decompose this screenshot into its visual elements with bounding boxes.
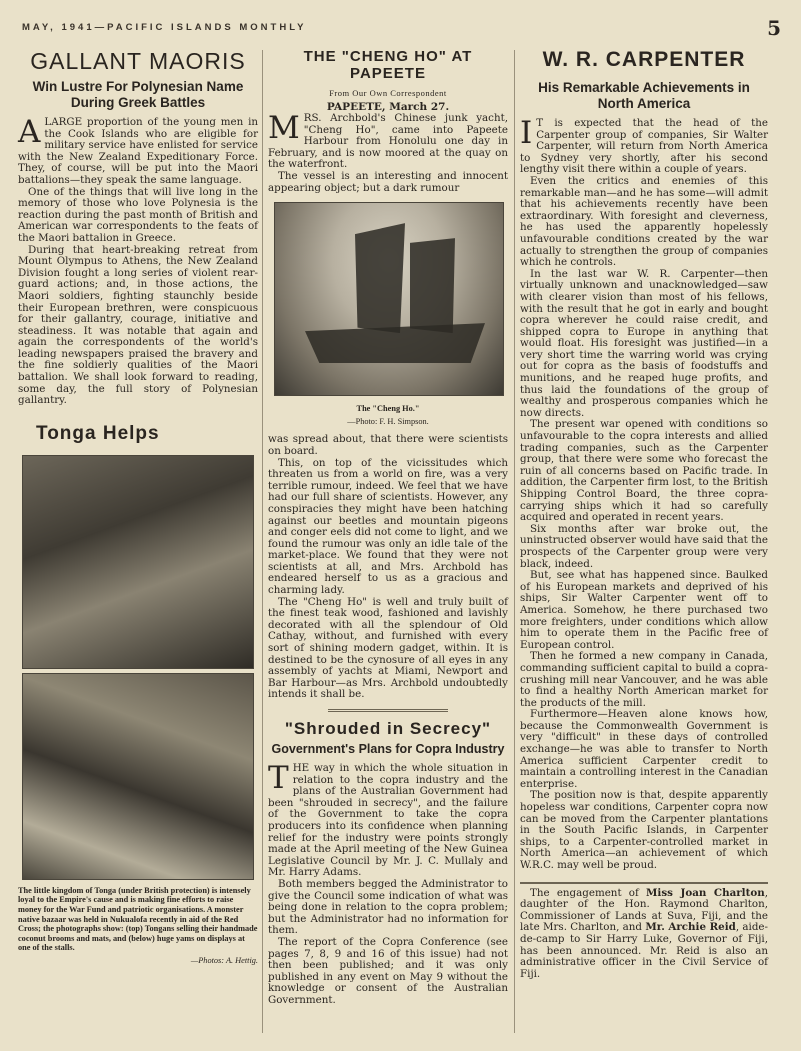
notice-text: , aide-de-camp to Sir Harry Luke, Governor of Fiji, has been announced. Mr. Reid is also an administrative officer in the Civil Service of Fiji. xyxy=(520,921,768,980)
column-right xyxy=(520,48,768,980)
section-divider xyxy=(328,709,448,712)
column-rule xyxy=(262,50,263,1033)
cheng-ho-photo-credit: —Photo: F. H. Simpson. xyxy=(347,416,429,426)
paragraph: Both members begged the Administrator to give the Council some indication of what was being done in relation to the copra problem; but the Administrator had no information for them. xyxy=(268,877,508,937)
article-cheng-ho-body xyxy=(268,110,508,194)
page-number: 5 xyxy=(767,16,781,40)
cheng-ho-photo-caption: The "Cheng Ho." xyxy=(356,404,420,414)
paragraph: Even the critics and enemies of this remarkable man—and he has some—will admit that his achievements recently have been extraordinary. With foresight and cleverness, he has used the apparently hopelessly unfavourable conditions created by the war actually to strengthen the group of companies which he controls. xyxy=(520,174,768,269)
headline-w-r-carpenter: W. R. CARPENTER xyxy=(542,48,746,71)
paragraph: The position now is that, despite apparently hopeless war conditions, Carpenter copra now can be moved from the Carpenter plantations in the South Pacific Islands, in Carpenter ships, to a Carpenter-controlled market in North America—an achievement of which W.R.C. may well be proud. xyxy=(520,789,768,871)
paragraph: The "Cheng Ho" is well and truly built of the finest teak wood, fashioned and lavishly decorated with all the splendour of Old Cathay, without, and furnished with every sort of shining modern gadget, within. It is destined to be the cynosure of all eyes in any assembly of yachts at Miami, Newport and Bar Harbour—as Mrs. Archbold undoubtedly intends it shall be. xyxy=(268,595,508,701)
person-name: Mr. Archie Reid xyxy=(645,921,736,934)
tonga-photo-caption: The little kingdom of Tonga (under British protection) is intensely loyal to the Empire's cause and is making fine efforts to raise money for the War Fund and patriotic organisations. A monster native bazaar was held in Nukualofa recently in aid of the Red Cross; the photographs show: (top) Tongans selling their handmade coconut brooms and mats, and (below) huge yams on displays at one of the stalls. xyxy=(18,885,258,953)
dateline: PAPEETE, March 27. xyxy=(326,101,450,113)
paragraph: was spread about, that there were scientists on board. xyxy=(268,433,508,457)
column-rule xyxy=(514,50,515,1033)
dropcap: T xyxy=(268,760,289,796)
headline-tonga-helps: Tonga Helps xyxy=(36,422,160,444)
paragraph: Furthermore—Heaven alone knows how, because the Commonwealth Government is very "difficult" in these days of controlled exchange—he was able to transfer to North America sufficient Carpenter credit to maintain a controlling interest in the Canadian enterprise. xyxy=(520,708,768,790)
paragraph: T is expected that the head of the Carpenter group of companies, Sir Walter Carpenter, will return from North America to Sydney very shortly, after his second lengthy visit there within a couple of years. xyxy=(520,117,768,176)
paragraph: During that heart-breaking retreat from Mount Olympus to Athens, the New Zealand Division fought a long series of violent rear-guard actions; and, in those actions, the Maori soldiers, fighting staunchly beside their European brethren, were conspicuous for their gallantry, courage, initiative and steadiness. It was notable that again and again the correspondents of the world's leading newspapers praised the bravery and the fine soldierly qualities of the Maori battalion. We shall look forward to reading, some day, the full story of Polynesian gallantry. xyxy=(18,243,258,407)
article-secrecy-body xyxy=(268,760,508,1006)
byline: From Our Own Correspondent xyxy=(329,88,447,98)
junk-hull xyxy=(305,323,485,363)
article-maoris-body xyxy=(18,114,258,407)
photo-cheng-ho-junk xyxy=(274,202,504,396)
column-middle xyxy=(268,48,508,1006)
running-head: MAY, 1941—PACIFIC ISLANDS MONTHLY xyxy=(22,22,307,33)
notice-text: , daughter of the Hon. Raymond Charlton, Commissioner of Lands at Suva, Fiji, and the late Mrs. Charlton, and xyxy=(520,886,768,934)
column-left xyxy=(18,48,258,966)
paragraph: The report of the Copra Conference (see pages 7, 8, 9 and 16 of this issue) had not then been published; and it was only published in any event on May 9 without the knowledge or consent of the Australian Government. xyxy=(268,935,508,1006)
paragraph: Then he formed a new company in Canada, commanding sufficient capital to build a copra-crushing mill near Vancouver, and he was able to find a healthy North American market for the products of the mill. xyxy=(520,650,768,709)
paragraph: The vessel is an interesting and innocent appearing object; but a dark rumour xyxy=(268,169,508,194)
deck-secrecy: Government's Plans for Copra Industry xyxy=(271,742,505,756)
paragraph: HE way in which the whole situation in relation to the copra industry and the plans of the Australian Government had been "shrouded in secrecy", and the failure of the Government to take the copra producers into its confidence when planning relief for the industry were points strongly made at the April meeting of the New Guinea Legislative Council by Mr. J. C. Mullaly and Mr. Harry Adams. xyxy=(268,762,508,879)
headline-gallant-maoris: GALLANT MAORIS xyxy=(30,48,246,74)
article-carpenter-body xyxy=(520,115,768,872)
paragraph: Six months after war broke out, the uninstructed observer would have said that the prospects of the Carpenter group were very black, indeed. xyxy=(520,522,768,570)
headline-cheng-ho: THE "CHENG HO" AT PAPEETE xyxy=(303,48,473,82)
paragraph: In the last war W. R. Carpenter—then virtually unknown and unacknowledged—saw with clearer vision than most of his fellows, with the result that he got in early and bought copra wherever he could raise credit, and shipped copra to Europe in anything that would float. His foresight was justified—in a very short time the warring world was crying out for copra as the basis of foodstuffs and munitions, and he reaped huge profits, and thus laid the foundations of the group of wealthy and prosperous companies which he now directs. xyxy=(520,267,768,419)
article-cheng-ho-continued xyxy=(268,434,508,701)
tonga-photo-credit: —Photos: A. Hettig. xyxy=(190,956,258,965)
dropcap: M xyxy=(268,110,300,146)
paragraph: The present war opened with conditions so unfavourable to the copra interests and allied trading companies, such as the Carpenter group, that there were some who forecast the ruin of all concerns based on Pacific trade. In addition, the Carpenter firm lost, to the British Shipping Control Board, the three copra-carrying ships which it had so carefully acquired and operated in recent years. xyxy=(520,418,768,524)
paragraph: But, see what has happened since. Baulked of his European markets and deprived of his ships, Sir Walter Carpenter went off to America. Somehow, he there purchased two more freighters, under conditions which allow him to operate them in the Pacific free of European control. xyxy=(520,569,768,651)
headline-shrouded-in-secrecy: "Shrouded in Secrecy" xyxy=(284,719,492,738)
person-name: Miss Joan Charlton xyxy=(646,886,765,899)
paragraph: RS. Archbold's Chinese junk yacht, "Cheng Ho", came into Papeete Harbour from Honolulu one day in February, and is now moored at the quay on the waterfront. xyxy=(268,112,508,171)
paragraph: One of the things that will live long in the memory of those who love Polynesia is the reaction during the past month of British and American war correspondents to the feats of the Maori battalion in Greece. xyxy=(18,185,258,244)
dropcap: I xyxy=(520,115,533,151)
paragraph: LARGE proportion of the young men in the Cook Islands who are eligible for military service have enlisted for service with the New Zealand Expeditionary Force. They, of course, will be put into the Maori battalions—they speak the same language. xyxy=(18,116,258,186)
deck-carpenter: His Remarkable Achievements in North America xyxy=(538,80,750,111)
photo-tonga-brooms xyxy=(22,455,254,669)
notice-text: The engagement of xyxy=(530,886,647,899)
engagement-notice xyxy=(520,882,768,981)
junk-sail xyxy=(355,223,405,333)
photo-tonga-yams xyxy=(22,673,254,880)
dropcap: A xyxy=(18,114,41,150)
deck-maoris: Win Lustre For Polynesian Name During Greek Battles xyxy=(32,79,244,110)
paragraph: This, on top of the vicissitudes which threaten us from a world on fire, was a very terrible rumour, indeed. We feel that we have had our full share of scientists. However, any conspiracies they might have been hatching against our beetles and mountain pigeons and conger eels did not come to light, and we found the rumour was only an idle tale of the market-place. We found that they were not scientists at all, and Mrs. Archbold has endeared herself to us as a gracious and charming lady. xyxy=(268,456,508,597)
junk-sail xyxy=(410,238,455,333)
